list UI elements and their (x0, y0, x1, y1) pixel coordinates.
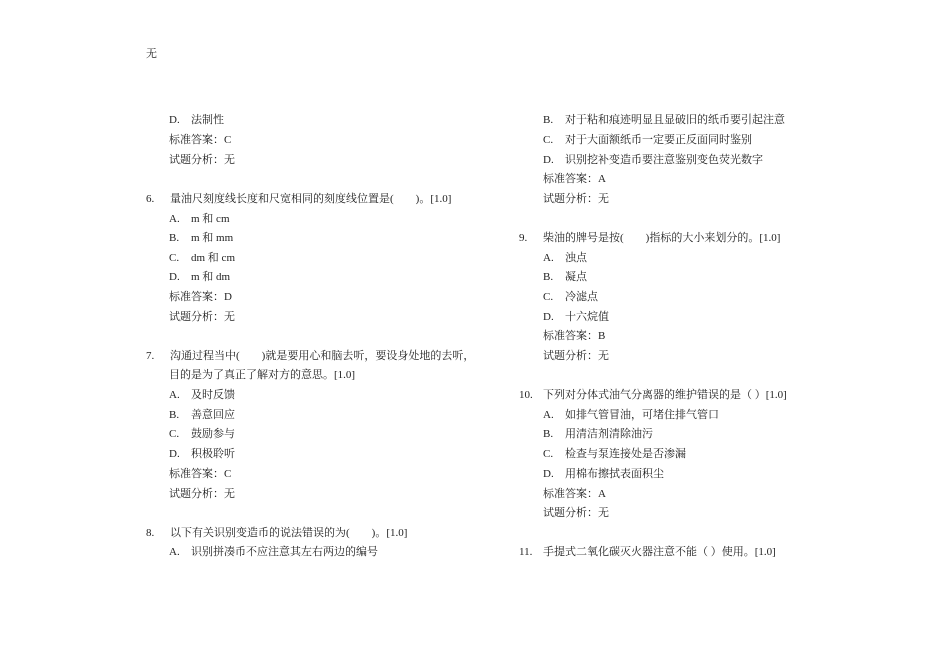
option-text: 鼓励参与 (191, 428, 235, 440)
option-text: m 和 cm (191, 213, 230, 225)
option-letter: B. (169, 232, 180, 244)
q9-option-b (543, 270, 587, 284)
question-text: 手提式二氧化碳灭火器注意不能（ ）使用。[1.0] (543, 546, 776, 558)
q10-option-d (543, 467, 664, 481)
option-letter: C. (543, 448, 554, 460)
option-letter: B. (543, 271, 554, 283)
option-text: 对于粘和痕迹明显且显破旧的纸币要引起注意 (565, 114, 785, 126)
question-number: 11. (519, 546, 533, 558)
q10-option-c (543, 447, 686, 461)
question-number: 10. (519, 389, 533, 401)
q9-analysis: 试题分析：无 (543, 350, 609, 362)
option-letter: A. (169, 213, 180, 225)
option-text: 凝点 (565, 271, 587, 283)
option-text: 及时反馈 (191, 389, 235, 401)
option-text: m 和 dm (191, 271, 231, 283)
q7-option-b (169, 408, 235, 422)
option-text: 识别拼凑币不应注意其左右两边的编号 (191, 546, 378, 558)
option-letter: D. (543, 311, 554, 323)
q7-stem-cont: 目的是为了真正了解对方的意思。[1.0] (169, 369, 356, 381)
q8-option-a (169, 545, 378, 559)
option-text: 十六烷值 (565, 311, 609, 323)
q7-option-c (169, 427, 235, 441)
q6-option-d (169, 270, 230, 284)
option-letter: C. (543, 134, 554, 146)
question-text: 以下有关识别变造币的说法错误的为( )。[1.0] (170, 527, 408, 539)
q9-option-a (543, 251, 587, 265)
option-letter: D. (169, 448, 180, 460)
q8-answer: 标准答案：A (543, 173, 606, 185)
q10-stem (519, 388, 787, 402)
option-letter: C. (169, 252, 180, 264)
option-text: 如排气管冒油，可堵住排气管口 (565, 409, 719, 421)
q9-option-d (543, 310, 609, 324)
q8-stem (146, 526, 407, 540)
q7-answer: 标准答案：C (169, 468, 232, 480)
option-letter: D. (543, 154, 554, 166)
q7-stem (146, 349, 474, 363)
option-text: m 和 mm (191, 232, 234, 244)
option-text: 用清洁剂清除油污 (565, 428, 653, 440)
option-letter: A. (169, 389, 180, 401)
option-text: 识别挖补变造币要注意鉴别变色荧光数字 (565, 154, 763, 166)
q5-answer: 标准答案：C (169, 134, 232, 146)
q6-option-b (169, 231, 233, 245)
option-letter: A. (543, 409, 554, 421)
option-letter: C. (169, 428, 180, 440)
q8-option-b (543, 113, 785, 127)
q7-option-d (169, 447, 235, 461)
option-letter: A. (543, 252, 554, 264)
q10-answer: 标准答案：A (543, 488, 606, 500)
question-text: 柴油的牌号是按( )指标的大小来划分的。[1.0] (543, 232, 781, 244)
q6-option-c (169, 251, 235, 265)
question-text: 量油尺刻度线长度和尺宽相同的刻度线位置是( )。[1.0] (170, 193, 452, 205)
top-text: 无 (146, 48, 157, 60)
option-letter: B. (543, 428, 554, 440)
question-number: 8. (146, 527, 155, 539)
q6-stem (146, 192, 451, 206)
q6-option-a (169, 212, 230, 226)
question-text: 下列对分体式油气分离器的维护错误的是（ ）[1.0] (543, 389, 787, 401)
q5-analysis: 试题分析：无 (169, 154, 235, 166)
question-number: 6. (146, 193, 155, 205)
option-text: 善意回应 (191, 409, 235, 421)
option-letter: A. (169, 546, 180, 558)
q6-answer: 标准答案：D (169, 291, 232, 303)
q5-option-d (169, 113, 224, 127)
option-text: 法制性 (191, 114, 224, 126)
option-text: dm 和 cm (191, 252, 235, 264)
option-letter: B. (169, 409, 180, 421)
q10-analysis: 试题分析：无 (543, 507, 609, 519)
option-text: 积极聆听 (191, 448, 235, 460)
q10-option-b (543, 427, 653, 441)
q7-option-a (169, 388, 235, 402)
q11-stem (519, 545, 776, 559)
option-letter: D. (169, 114, 180, 126)
option-text: 检查与泵连接处是否渗漏 (565, 448, 686, 460)
option-text: 对于大面额纸币一定要正反面同时鉴别 (565, 134, 752, 146)
option-text: 用棉布擦拭表面积尘 (565, 468, 664, 480)
option-text: 冷滤点 (565, 291, 598, 303)
q9-option-c (543, 290, 598, 304)
q10-option-a (543, 408, 719, 422)
question-number: 9. (519, 232, 528, 244)
question-number: 7. (146, 350, 155, 362)
option-letter: D. (169, 271, 180, 283)
q7-analysis: 试题分析：无 (169, 488, 235, 500)
q9-answer: 标准答案：B (543, 330, 606, 342)
q8-option-c (543, 133, 752, 147)
q8-analysis: 试题分析：无 (543, 193, 609, 205)
option-letter: D. (543, 468, 554, 480)
q9-stem (519, 231, 780, 245)
option-letter: B. (543, 114, 554, 126)
option-letter: C. (543, 291, 554, 303)
option-text: 浊点 (565, 252, 587, 264)
question-text: 沟通过程当中( )就是要用心和脑去听，要设身处地的去听， (170, 350, 475, 362)
q6-analysis: 试题分析：无 (169, 311, 235, 323)
q8-option-d (543, 153, 763, 167)
